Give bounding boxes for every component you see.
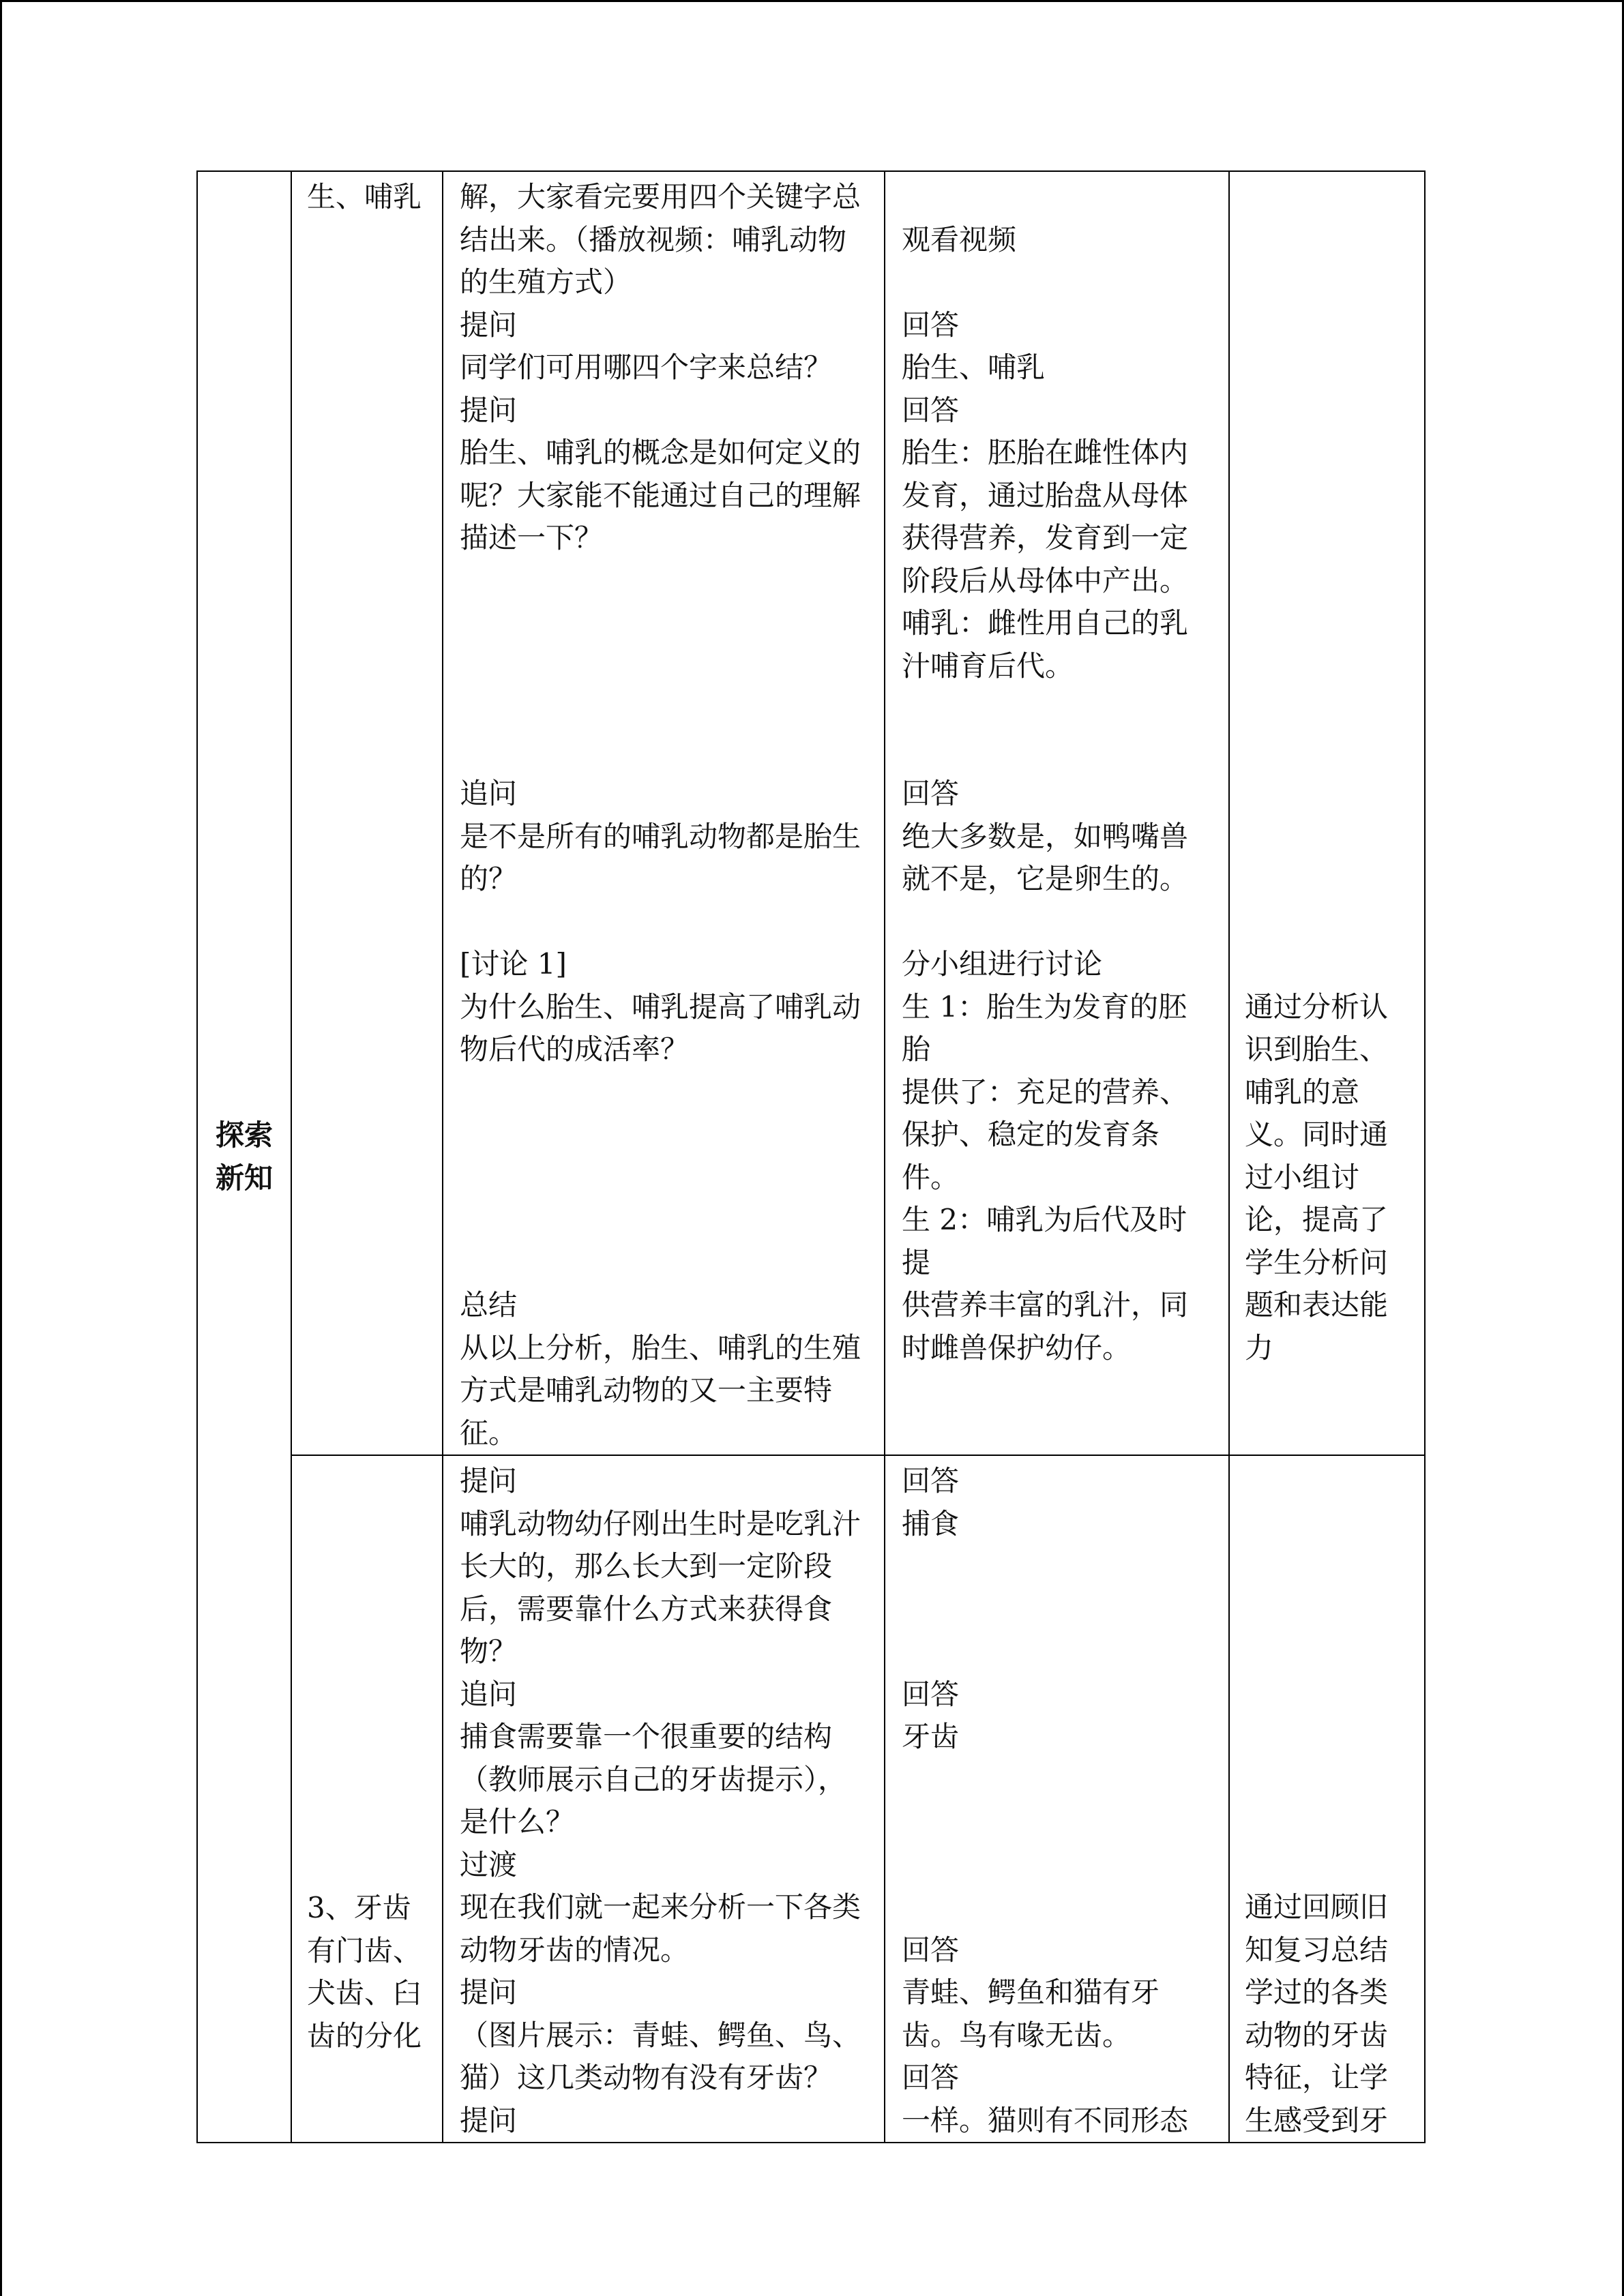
- teacher-activity-text: 提问 哺乳动物幼仔刚出生时是吃乳汁 长大的，那么长大到一定阶段 后，需要靠什么方式来获得食 物？ 追问 捕食需要靠一个很重要的结构 （教师展示自己的牙齿提示）， 是什么？ 过渡 现在我们就一起来分析一下各类 动物牙齿的情况。 提问 （图片展示：青蛙、鳄鱼、鸟、 猫）这几类动物有没有牙齿？ 提问: [460, 1464, 861, 2137]
- student-activity-text: 观看视频 回答 胎生、哺乳 回答 胎生：胚胎在雌性体内 发育，通过胎盘从母体 获得营养，发育到一定 阶段后从母体中产出。 哺乳：雌性用自己的乳 汁哺育后代。 回答 绝大多数是，如鸭嘴兽 就不是，它是卵生的。 分小组进行讨论 生 1：胎生为发育的胚胎 提供了：充足的营养、 保护、稳定的发育条 件。 生 2：哺乳为后代及时提 供营养丰富的乳汁，同 时雌兽保护幼仔。: [902, 222, 1189, 1365]
- student-activity-text: 回答 捕食 回答 牙齿 回答 青蛙、鳄鱼和猫有牙 齿。鸟有喙无齿。 回答 一样。猫则有不同形态: [902, 1464, 1189, 2137]
- teacher-activity-cell: [443, 1455, 885, 2143]
- lesson-plan-table: [196, 170, 1426, 2143]
- topic-cell: [291, 1455, 443, 2143]
- student-activity-cell: [885, 171, 1229, 1455]
- stage-label: 探索 新知: [215, 1118, 273, 1195]
- design-intent-text: 通过回顾旧 知复习总结 学过的各类 动物的牙齿 特征，让学 生感受到牙: [1245, 1890, 1389, 2137]
- page-top-border: [0, 0, 1624, 2]
- topic-cell: [291, 171, 443, 1455]
- topic-text: 生、哺乳: [307, 180, 422, 213]
- design-intent-cell: [1229, 1455, 1425, 2143]
- student-activity-cell: [885, 1455, 1229, 2143]
- topic-text: 3、牙齿 有门齿、 犬齿、臼 齿的分化: [307, 1891, 422, 2053]
- stage-cell: [197, 171, 291, 2143]
- teacher-activity-cell: [443, 171, 885, 1455]
- table-row: [197, 1455, 1425, 2143]
- table-row: [197, 171, 1425, 1455]
- design-intent-cell: [1229, 171, 1425, 1455]
- page-left-border: [0, 0, 2, 2296]
- design-intent-text: 通过分析认 识到胎生、 哺乳的意 义。同时通 过小组讨 论，提高了 学生分析问 题和表达能 力: [1245, 989, 1389, 1365]
- teacher-activity-text: 解，大家看完要用四个关键字总 结出来。（播放视频：哺乳动物 的生殖方式） 提问 同学们可用哪四个字来总结？ 提问 胎生、哺乳的概念是如何定义的 呢？大家能不能通过自己的理解 描述一下？ 追问 是不是所有的哺乳动物都是胎生 的？ [讨论 1] 为什么胎生、哺乳提高了哺乳动 物后代的成活率？ 总结 从以上分析，胎生、哺乳的生殖 方式是哺乳动物的又一主要特 征。: [460, 180, 861, 1450]
